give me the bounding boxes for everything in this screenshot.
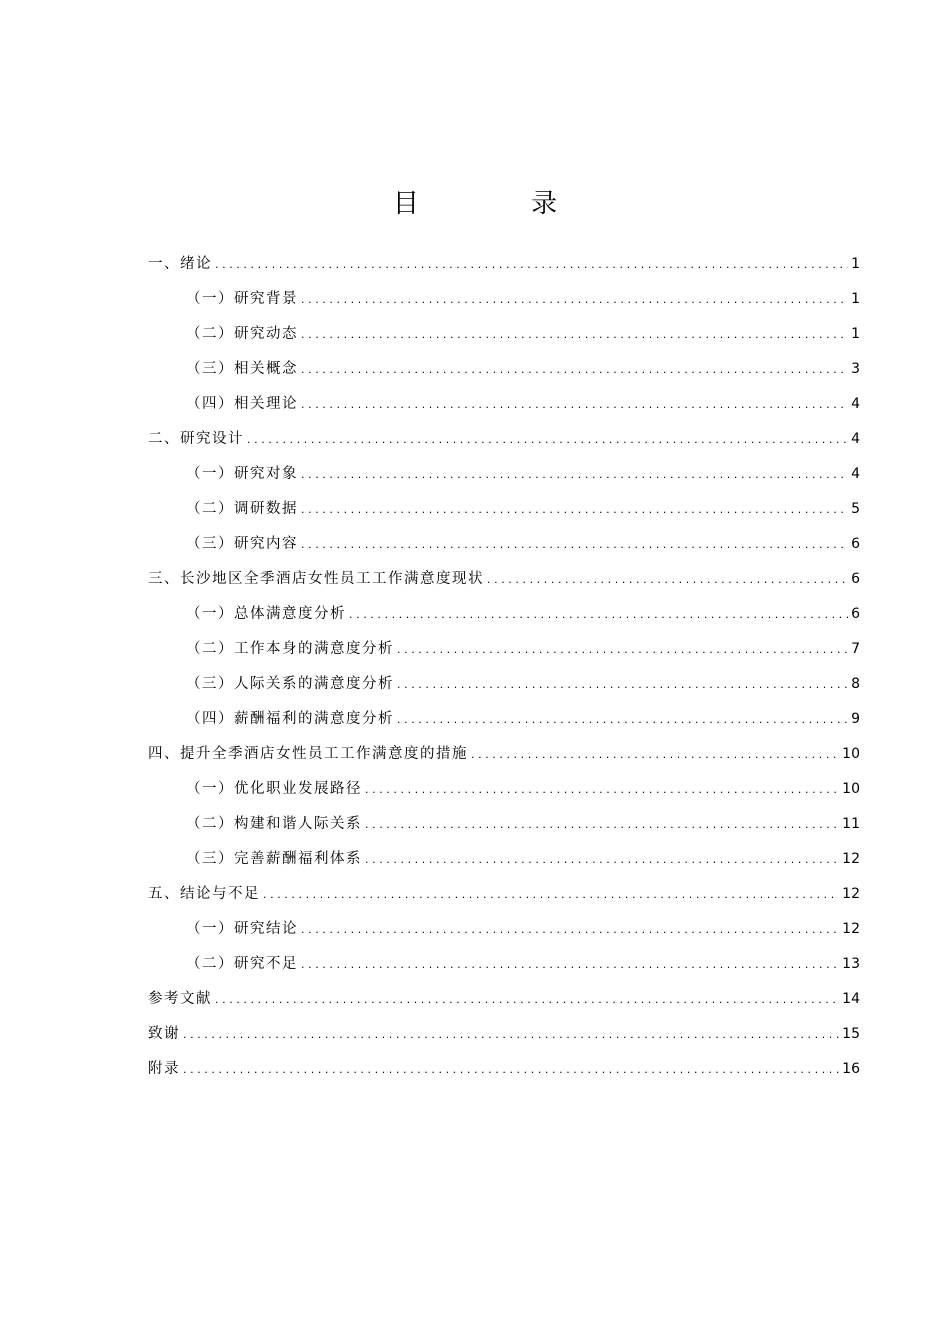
toc-entry-page-number: 6 [851, 536, 860, 552]
toc-entry-label: （四）相关理论 [186, 396, 298, 412]
toc-entry[interactable] [148, 947, 860, 982]
toc-entry-page-number: 3 [851, 361, 860, 377]
toc-entry-page-number: 5 [851, 501, 860, 517]
toc-entry[interactable] [148, 422, 860, 457]
toc-dot-leader [349, 597, 848, 632]
toc-entry-label: （二）构建和谐人际关系 [186, 816, 362, 832]
table-of-contents [148, 247, 860, 1087]
toc-entry-page-number: 6 [851, 606, 860, 622]
toc-entry-page-number: 12 [842, 851, 860, 867]
toc-entry[interactable] [148, 352, 860, 387]
toc-dot-leader [365, 772, 839, 807]
toc-dot-leader [301, 492, 848, 527]
toc-dot-leader [397, 667, 848, 702]
toc-entry[interactable] [148, 282, 860, 317]
toc-dot-leader [301, 947, 839, 982]
toc-entry[interactable] [148, 912, 860, 947]
toc-entry-label: 五、结论与不足 [148, 886, 260, 902]
toc-entry[interactable] [148, 597, 860, 632]
toc-dot-leader [247, 422, 848, 457]
toc-dot-leader [183, 1052, 839, 1087]
toc-entry-page-number: 4 [851, 431, 860, 447]
toc-dot-leader [215, 247, 848, 282]
toc-entry-page-number: 16 [842, 1061, 860, 1077]
toc-entry-label: （一）研究背景 [186, 291, 298, 307]
toc-entry-page-number: 1 [851, 291, 860, 307]
toc-entry[interactable] [148, 632, 860, 667]
toc-entry-page-number: 13 [842, 956, 860, 972]
toc-entry-label: （四）薪酬福利的满意度分析 [186, 711, 394, 727]
toc-entry-label: （二）研究不足 [186, 956, 298, 972]
toc-dot-leader [397, 702, 848, 737]
toc-entry[interactable] [148, 387, 860, 422]
toc-entry-page-number: 9 [851, 711, 860, 727]
toc-entry-label: （三）完善薪酬福利体系 [186, 851, 362, 867]
toc-entry-page-number: 1 [851, 256, 860, 272]
toc-entry[interactable] [148, 702, 860, 737]
toc-entry-page-number: 4 [851, 396, 860, 412]
toc-entry-label: 参考文献 [148, 991, 212, 1007]
toc-dot-leader [301, 352, 848, 387]
toc-entry[interactable] [148, 492, 860, 527]
toc-entry[interactable] [148, 772, 860, 807]
toc-entry-label: （一）研究结论 [186, 921, 298, 937]
toc-entry-label: （三）人际关系的满意度分析 [186, 676, 394, 692]
toc-dot-leader [301, 912, 839, 947]
toc-entry[interactable] [148, 737, 860, 772]
toc-entry-label: 四、提升全季酒店女性员工工作满意度的措施 [148, 746, 468, 762]
toc-entry[interactable] [148, 842, 860, 877]
toc-entry[interactable] [148, 1017, 860, 1052]
toc-dot-leader [487, 562, 848, 597]
toc-entry-page-number: 1 [851, 326, 860, 342]
toc-entry[interactable] [148, 982, 860, 1017]
toc-entry-page-number: 11 [842, 816, 860, 832]
toc-entry[interactable] [148, 317, 860, 352]
toc-entry[interactable] [148, 807, 860, 842]
toc-entry-label: 二、研究设计 [148, 431, 244, 447]
toc-entry-page-number: 10 [842, 781, 860, 797]
toc-entry[interactable] [148, 527, 860, 562]
toc-entry-label: （二）工作本身的满意度分析 [186, 641, 394, 657]
toc-entry-label: （三）相关概念 [186, 361, 298, 377]
toc-entry-page-number: 15 [842, 1026, 860, 1042]
toc-entry-page-number: 12 [842, 921, 860, 937]
toc-entry-label: （一）研究对象 [186, 466, 298, 482]
toc-entry-label: （一）总体满意度分析 [186, 606, 346, 622]
toc-entry[interactable] [148, 1052, 860, 1087]
toc-dot-leader [301, 457, 848, 492]
toc-dot-leader [397, 632, 848, 667]
toc-entry-page-number: 4 [851, 466, 860, 482]
toc-entry-label: 致谢 [148, 1026, 180, 1042]
toc-entry-page-number: 8 [851, 676, 860, 692]
toc-dot-leader [365, 807, 839, 842]
toc-entry-label: （一）优化职业发展路径 [186, 781, 362, 797]
toc-entry[interactable] [148, 877, 860, 912]
toc-dot-leader [471, 737, 839, 772]
toc-dot-leader [365, 842, 839, 877]
toc-entry[interactable] [148, 457, 860, 492]
toc-entry-label: 一、绪论 [148, 256, 212, 272]
toc-dot-leader [215, 982, 839, 1017]
toc-dot-leader [263, 877, 839, 912]
toc-entry-page-number: 6 [851, 571, 860, 587]
toc-dot-leader [301, 527, 848, 562]
toc-dot-leader [301, 317, 848, 352]
toc-dot-leader [301, 282, 848, 317]
toc-entry-page-number: 10 [842, 746, 860, 762]
toc-dot-leader [183, 1017, 839, 1052]
toc-entry-label: （二）调研数据 [186, 501, 298, 517]
toc-entry-label: 附录 [148, 1061, 180, 1077]
toc-entry-page-number: 12 [842, 886, 860, 902]
toc-entry-label: （三）研究内容 [186, 536, 298, 552]
toc-title: 目 录 [392, 189, 610, 219]
toc-entry-page-number: 7 [851, 641, 860, 657]
toc-entry[interactable] [148, 562, 860, 597]
toc-entry-page-number: 14 [842, 991, 860, 1007]
toc-entry-label: 三、长沙地区全季酒店女性员工工作满意度现状 [148, 571, 484, 587]
toc-entry[interactable] [148, 667, 860, 702]
toc-entry[interactable] [148, 247, 860, 282]
toc-entry-label: （二）研究动态 [186, 326, 298, 342]
toc-dot-leader [301, 387, 848, 422]
